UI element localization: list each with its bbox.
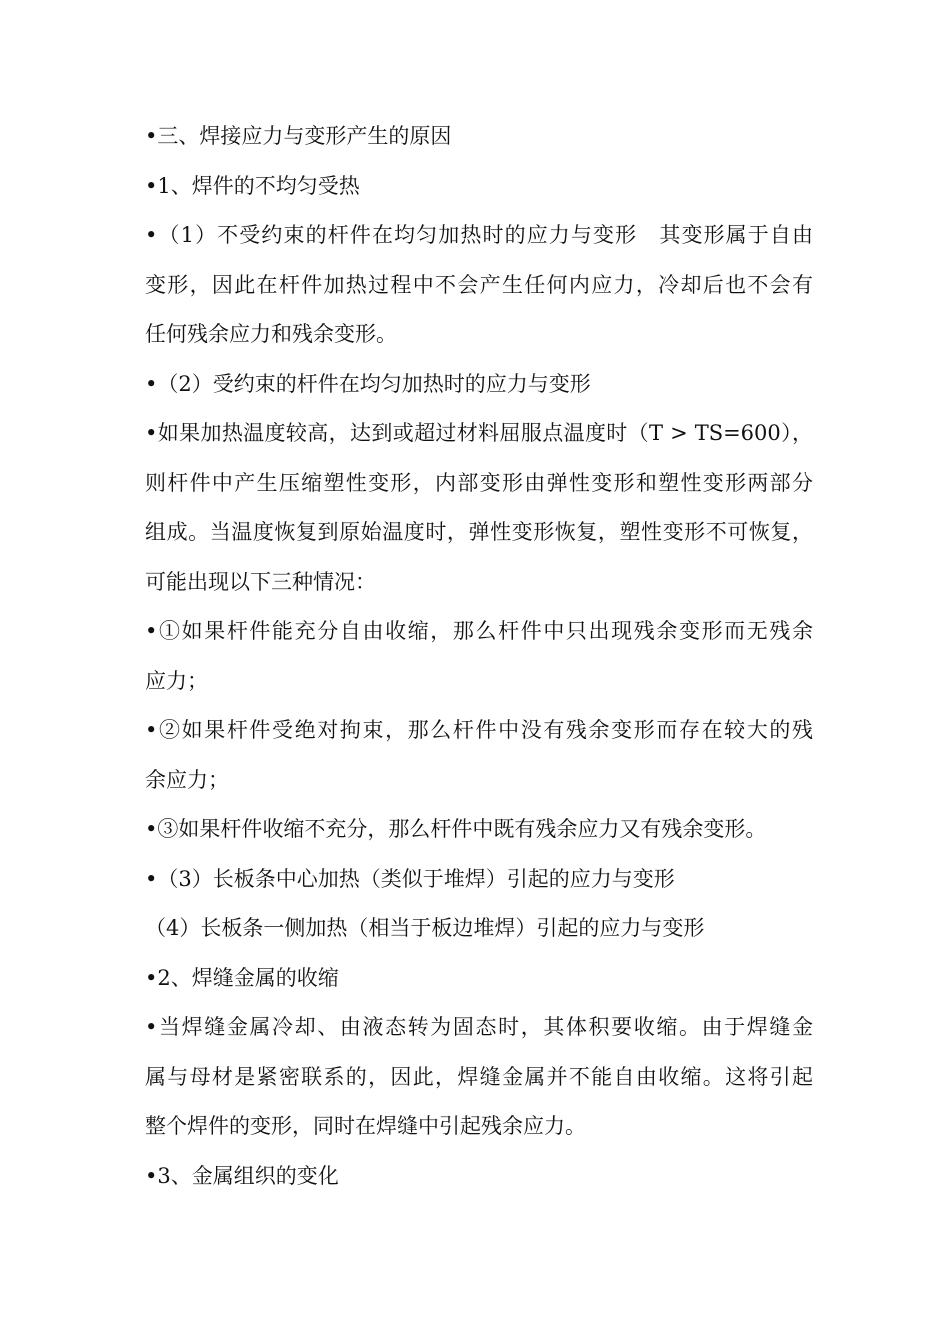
paragraph-line: •（1）不受约束的杆件在均匀加热时的应力与变形 其变形属于自由	[145, 223, 813, 247]
subsection-heading: •1、焊件的不均匀受热	[145, 173, 360, 198]
section-heading: •三、焊接应力与变形产生的原因	[145, 124, 452, 148]
list-item-line: •①如果杆件能充分自由收缩，那么杆件中只出现残余变形而无残余	[145, 619, 813, 643]
paragraph-line: 属与母材是紧密联系的，因此，焊缝金属并不能自由收缩。这将引起	[145, 1064, 813, 1089]
paragraph-line: 整个焊件的变形，同时在焊缝中引起残余应力。	[145, 1114, 586, 1138]
paragraph-line: •如果加热温度较高，达到或超过材料屈服点温度时（T > TS=600），	[145, 421, 813, 445]
list-item-line: •③如果杆件收缩不充分，那么杆件中既有残余应力又有残余变形。	[145, 817, 767, 841]
paragraph-line: •（3）长板条中心加热（类似于堆焊）引起的应力与变形	[145, 866, 675, 891]
paragraph-line: 任何残余应力和残余变形。	[145, 322, 397, 346]
paragraph-line: 可能出现以下三种情况：	[145, 569, 376, 594]
paragraph-line: •（2）受约束的杆件在均匀加热时的应力与变形	[145, 371, 591, 396]
paragraph-line: 变形，因此在杆件加热过程中不会产生任何内应力，冷却后也不会有	[145, 272, 813, 297]
paragraph-line: （4）长板条一侧加热（相当于板边堆焊）引起的应力与变形	[145, 916, 705, 940]
subsection-heading: •3、金属组织的变化	[145, 1163, 339, 1188]
document-body	[145, 112, 813, 1201]
list-item-line: 余应力；	[145, 767, 229, 792]
paragraph-line: 组成。当温度恢复到原始温度时，弹性变形恢复，塑性变形不可恢复，	[145, 520, 813, 544]
paragraph-line: •当焊缝金属冷却、由液态转为固态时，其体积要收缩。由于焊缝金	[145, 1015, 813, 1039]
paragraph-line: 则杆件中产生压缩塑性变形，内部变形由弹性变形和塑性变形两部分	[145, 470, 813, 495]
list-item-line: 应力；	[145, 668, 208, 693]
subsection-heading: •2、焊缝金属的收缩	[145, 965, 339, 990]
list-item-line: •②如果杆件受绝对拘束，那么杆件中没有残余变形而存在较大的残	[145, 718, 813, 742]
